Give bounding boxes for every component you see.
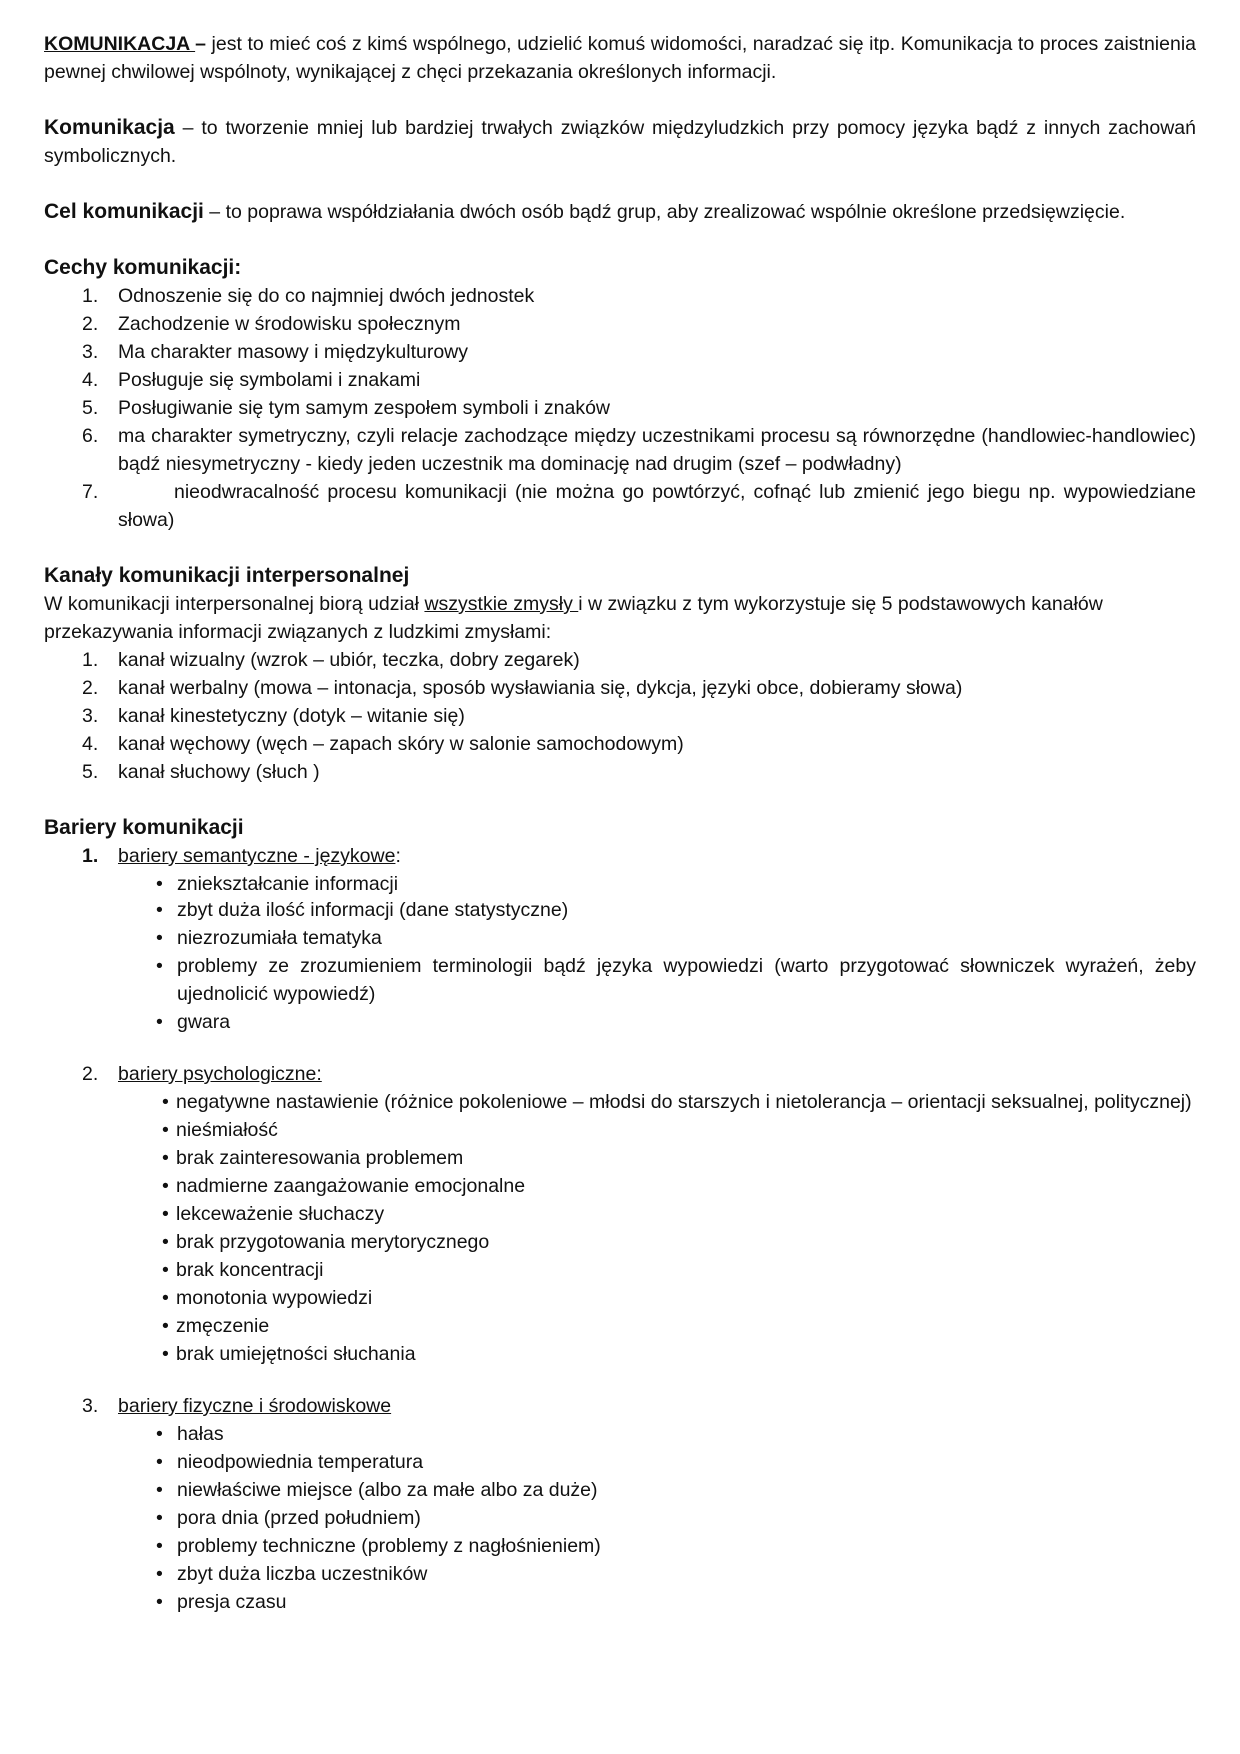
- item-text: Odnoszenie się do co najmniej dwóch jednostek: [118, 285, 535, 307]
- item-number: 3.: [82, 705, 99, 727]
- item-text: zbyt duża liczba uczestników: [177, 1563, 428, 1585]
- bullet-item: [44, 1088, 1196, 1116]
- intro-text: W komunikacji interpersonalnej biorą udział: [44, 593, 425, 615]
- bullet-item: [44, 924, 1196, 952]
- bullet-icon: •: [156, 1563, 163, 1585]
- bullet-item: [44, 1448, 1196, 1476]
- item-number: 3.: [82, 341, 99, 363]
- definition-text-2: – to tworzenie mniej lub bardziej trwałych związków międzyludzkich przy pomocy języka bądź z innych zachowań symbolicznych.: [44, 117, 1196, 167]
- list-item: [44, 730, 1196, 758]
- group-number: 1.: [82, 845, 99, 867]
- goal-text: – to poprawa współdziałania dwóch osób bądź grup, aby zrealizować wspólnie określone przedsięwzięcie.: [203, 201, 1126, 223]
- list-item: [44, 366, 1196, 394]
- item-number: 4.: [82, 369, 99, 391]
- item-number: 2.: [82, 313, 99, 335]
- item-text: Ma charakter masowy i międzykulturowy: [118, 341, 469, 363]
- bullet-item: [44, 952, 1196, 1008]
- bullet-icon: •: [162, 1119, 169, 1141]
- intro-underlined: wszystkie zmysły: [424, 593, 579, 615]
- bariery-group-3: [44, 1392, 1196, 1420]
- bullet-icon: •: [162, 1287, 169, 1309]
- item-text: nieśmiałość: [176, 1119, 278, 1141]
- list-item: [44, 674, 1196, 702]
- bariery-group-2: [44, 1060, 1196, 1088]
- bariery-group-1: [44, 842, 1196, 870]
- group-number: 2.: [82, 1063, 99, 1085]
- group-title-text: bariery psychologiczne:: [118, 1063, 322, 1085]
- item-text: brak przygotowania merytorycznego: [176, 1231, 490, 1253]
- bullet-item: [44, 1476, 1196, 1504]
- item-text: Posługuje się symbolami i znakami: [118, 369, 421, 391]
- item-number: 5.: [82, 397, 99, 419]
- item-text: zbyt duża ilość informacji (dane statystyczne): [177, 899, 569, 921]
- list-item: [44, 702, 1196, 730]
- bullet-icon: •: [156, 1507, 163, 1529]
- group-title: [44, 842, 1196, 870]
- bullet-icon: •: [156, 1479, 163, 1501]
- term-dash: –: [195, 33, 206, 55]
- bullet-item: [44, 1560, 1196, 1588]
- list-item: [44, 646, 1196, 674]
- item-text: kanał węchowy (węch – zapach skóry w salonie samochodowym): [118, 733, 684, 755]
- bullet-icon: •: [162, 1259, 169, 1281]
- cechy-list: [44, 282, 1196, 534]
- item-text: ma charakter symetryczny, czyli relacje zachodzące między uczestnikami procesu są równorzędne (handlowiec-handlowiec) bądź niesymetryczny - kiedy jeden uczestnik ma dominację nad drugim (szef – podwładny): [118, 425, 1196, 475]
- group-number: 3.: [82, 1395, 99, 1417]
- bullet-icon: •: [156, 1423, 163, 1445]
- bullet-item: [44, 1200, 1196, 1228]
- item-text: kanał werbalny (mowa – intonacja, sposób wysławiania się, dykcja, języki obce, dobieramy słowa): [118, 677, 963, 699]
- group-title-suffix: :: [395, 845, 401, 867]
- item-number: 7.: [82, 481, 99, 503]
- item-text: zmęczenie: [176, 1315, 270, 1337]
- bullet-icon: •: [156, 1535, 163, 1557]
- bullet-item: [44, 1228, 1196, 1256]
- item-text: presja czasu: [177, 1591, 287, 1613]
- item-text: kanał słuchowy (słuch ): [118, 761, 320, 783]
- item-text: problemy techniczne (problemy z nagłośnieniem): [177, 1535, 601, 1557]
- item-text: hałas: [177, 1423, 224, 1445]
- heading-cechy: Cechy komunikacji:: [44, 256, 242, 279]
- item-number: 1.: [82, 285, 99, 307]
- bullet-icon: •: [162, 1315, 169, 1337]
- item-text: pora dnia (przed południem): [177, 1507, 421, 1529]
- item-text: niewłaściwe miejsce (albo za małe albo za duże): [177, 1479, 598, 1501]
- bullet-icon: •: [156, 927, 163, 949]
- bullet-icon: •: [156, 1011, 163, 1033]
- group-title-text: bariery fizyczne i środowiskowe: [118, 1395, 392, 1417]
- bariery-group-1-items: [44, 870, 1196, 1036]
- definition-text-1: jest to mieć coś z kimś wspólnego, udzielić komuś widomości, naradzać się itp. Komunikacja to proces zaistnienia pewnej chwilowej wspólnoty, wynikającej z chęci przekazania określonych informacji.: [44, 33, 1196, 83]
- item-number: 5.: [82, 761, 99, 783]
- bullet-icon: •: [162, 1203, 169, 1225]
- bullet-icon: •: [156, 899, 163, 921]
- item-text: zniekształcanie informacji: [177, 873, 399, 895]
- bullet-icon: •: [162, 1343, 169, 1365]
- document-page: [44, 30, 1196, 1616]
- paragraph-definition-2: [44, 114, 1196, 170]
- bullet-item: [44, 1008, 1196, 1036]
- bullet-icon: •: [156, 1591, 163, 1613]
- item-text: Posługiwanie się tym samym zespołem symboli i znaków: [118, 397, 611, 419]
- item-number: 4.: [82, 733, 99, 755]
- term-komunikacja: Komunikacja: [44, 116, 175, 139]
- list-item: [44, 394, 1196, 422]
- bullet-icon: •: [156, 955, 163, 977]
- item-text: nieodwracalność procesu komunikacji (nie można go powtórzyć, cofnąć lub zmienić jego biegu np. wypowiedziane słowa): [118, 481, 1196, 531]
- bullet-item: [44, 1340, 1196, 1368]
- list-item: [44, 310, 1196, 338]
- heading-kanaly: Kanały komunikacji interpersonalnej: [44, 564, 410, 587]
- group-title-text: bariery semantyczne - językowe: [118, 845, 396, 867]
- bullet-icon: •: [162, 1091, 169, 1113]
- item-text: nieodpowiednia temperatura: [177, 1451, 424, 1473]
- bullet-item: [44, 1172, 1196, 1200]
- bullet-item: [44, 1504, 1196, 1532]
- item-number: 1.: [82, 649, 99, 671]
- bullet-icon: •: [156, 1451, 163, 1473]
- paragraph-goal: [44, 198, 1196, 226]
- group-title: [44, 1392, 1196, 1420]
- list-item: [44, 478, 1196, 534]
- item-number: 2.: [82, 677, 99, 699]
- bullet-item: [44, 1312, 1196, 1340]
- list-item: [44, 422, 1196, 478]
- list-item: [44, 338, 1196, 366]
- list-item: [44, 282, 1196, 310]
- item-text: nadmierne zaangażowanie emocjonalne: [176, 1175, 526, 1197]
- bullet-icon: •: [162, 1175, 169, 1197]
- heading-bariery: Bariery komunikacji: [44, 816, 244, 839]
- bullet-item: [44, 1116, 1196, 1144]
- bullet-item: [44, 1144, 1196, 1172]
- term-komunikacja-upper: KOMUNIKACJA: [44, 33, 196, 55]
- group-title: [44, 1060, 1196, 1088]
- item-text: brak koncentracji: [176, 1259, 324, 1281]
- bullet-item: [44, 1532, 1196, 1560]
- intro-text-rest: i w związku z tym wykorzystuje się 5 podstawowych kanałów przekazywania informacji związanych z ludzkimi zmysłami:: [44, 593, 1103, 643]
- bullet-icon: •: [162, 1231, 169, 1253]
- kanaly-intro: [44, 590, 1196, 646]
- paragraph-definition-1: [44, 30, 1196, 86]
- bariery-group-3-items: [44, 1420, 1196, 1616]
- bullet-item: [44, 870, 1196, 898]
- item-text: negatywne nastawienie (różnice pokoleniowe – młodsi do starszych i nietolerancja – orientacji seksualnej, politycznej): [176, 1091, 1192, 1113]
- item-text: brak umiejętności słuchania: [176, 1343, 416, 1365]
- bullet-item: [44, 1256, 1196, 1284]
- item-text: lekceważenie słuchaczy: [176, 1203, 385, 1225]
- bariery-group-2-items: [44, 1088, 1196, 1368]
- bullet-item: [44, 896, 1196, 924]
- item-text: Zachodzenie w środowisku społecznym: [118, 313, 461, 335]
- bullet-item: [44, 1588, 1196, 1616]
- item-text: gwara: [177, 1011, 231, 1033]
- item-text: kanał wizualny (wzrok – ubiór, teczka, dobry zegarek): [118, 649, 580, 671]
- term-cel-komunikacji: Cel komunikacji: [44, 200, 204, 223]
- list-item: [44, 758, 1196, 786]
- bullet-icon: •: [156, 873, 163, 895]
- item-text: monotonia wypowiedzi: [176, 1287, 373, 1309]
- item-text: niezrozumiała tematyka: [177, 927, 382, 949]
- bullet-item: [44, 1420, 1196, 1448]
- item-text: kanał kinestetyczny (dotyk – witanie się): [118, 705, 465, 727]
- kanaly-list: [44, 646, 1196, 786]
- item-text: problemy ze zrozumieniem terminologii bądź języka wypowiedzi (warto przygotować słowniczek wyrażeń, żeby ujednolicić wypowiedź): [177, 955, 1196, 1005]
- bullet-icon: •: [162, 1147, 169, 1169]
- bullet-item: [44, 1284, 1196, 1312]
- item-text: brak zainteresowania problemem: [176, 1147, 464, 1169]
- item-number: 6.: [82, 425, 99, 447]
